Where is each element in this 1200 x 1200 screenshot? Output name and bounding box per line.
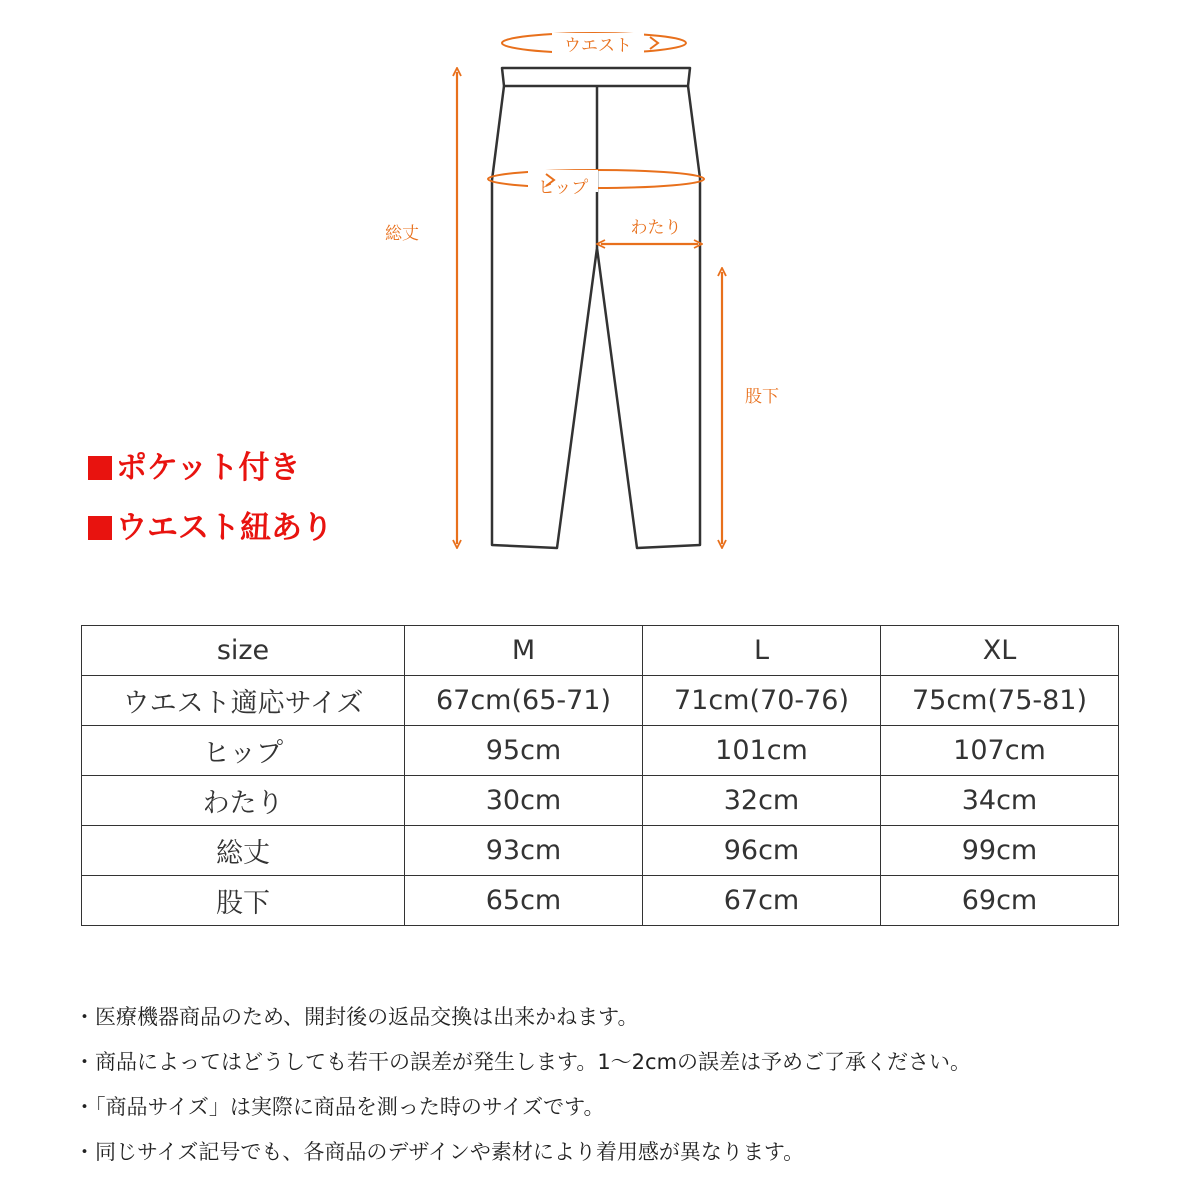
pants-outline <box>492 68 700 548</box>
table-cell: 67cm(65-71) <box>405 676 643 726</box>
table-row <box>82 676 1119 726</box>
table-cell: 96cm <box>643 826 881 876</box>
note-item: ・商品によってはどうしても若干の誤差が発生します。1〜2cmの誤差は予めご了承ください。 <box>74 1050 972 1074</box>
feature-waist-cord-text: ウエスト紐あり <box>116 510 333 546</box>
table-row <box>82 726 1119 776</box>
note-item: ・同じサイズ記号でも、各商品のデザインや素材により着用感が異なります。 <box>74 1140 805 1164</box>
header-cell: size <box>82 626 405 676</box>
table-row <box>82 876 1119 926</box>
table-cell: 95cm <box>405 726 643 776</box>
table-cell: 69cm <box>881 876 1119 926</box>
table-cell: 99cm <box>881 826 1119 876</box>
row-label: 総丈 <box>82 826 405 876</box>
table-cell: 101cm <box>643 726 881 776</box>
header-cell: L <box>643 626 881 676</box>
table-cell: 93cm <box>405 826 643 876</box>
note-item: ・医療機器商品のため、開封後の返品交換は出来かねます。 <box>74 1005 639 1029</box>
table-cell: 67cm <box>643 876 881 926</box>
measure-thigh <box>601 218 698 244</box>
thigh-label: わたり <box>630 218 682 238</box>
measure-waist <box>502 33 686 56</box>
measure-inseam <box>722 272 779 544</box>
table-row <box>82 776 1119 826</box>
feature-pocket <box>88 442 300 487</box>
table-cell: 34cm <box>881 776 1119 826</box>
feature-pocket-text: ポケット付き <box>116 450 301 486</box>
note-item: ・「商品サイズ」は実際に商品を測った時のサイズです。 <box>74 1095 605 1119</box>
header-cell: M <box>405 626 643 676</box>
table-cell: 30cm <box>405 776 643 826</box>
waist-label: ウエスト <box>564 36 632 56</box>
red-square-icon <box>88 456 112 480</box>
row-label: ヒップ <box>82 726 405 776</box>
measure-total-length <box>385 72 457 544</box>
notes-list <box>74 997 971 1177</box>
header-cell: XL <box>881 626 1119 676</box>
table-row <box>82 826 1119 876</box>
table-cell: 107cm <box>881 726 1119 776</box>
table-header-row <box>82 626 1119 676</box>
table-cell: 75cm(75-81) <box>881 676 1119 726</box>
total-length-label: 総丈 <box>385 224 419 244</box>
row-label: ウエスト適応サイズ <box>82 676 405 726</box>
red-square-icon <box>88 516 112 540</box>
size-table <box>81 625 1119 926</box>
row-label: わたり <box>82 776 405 826</box>
table-cell: 32cm <box>643 776 881 826</box>
table-cell: 65cm <box>405 876 643 926</box>
table-cell: 71cm(70-76) <box>643 676 881 726</box>
waistband <box>502 68 690 86</box>
row-label: 股下 <box>82 876 405 926</box>
inseam-label: 股下 <box>745 387 779 407</box>
hip-label: ヒップ <box>537 178 589 198</box>
feature-waist-cord <box>88 502 333 547</box>
